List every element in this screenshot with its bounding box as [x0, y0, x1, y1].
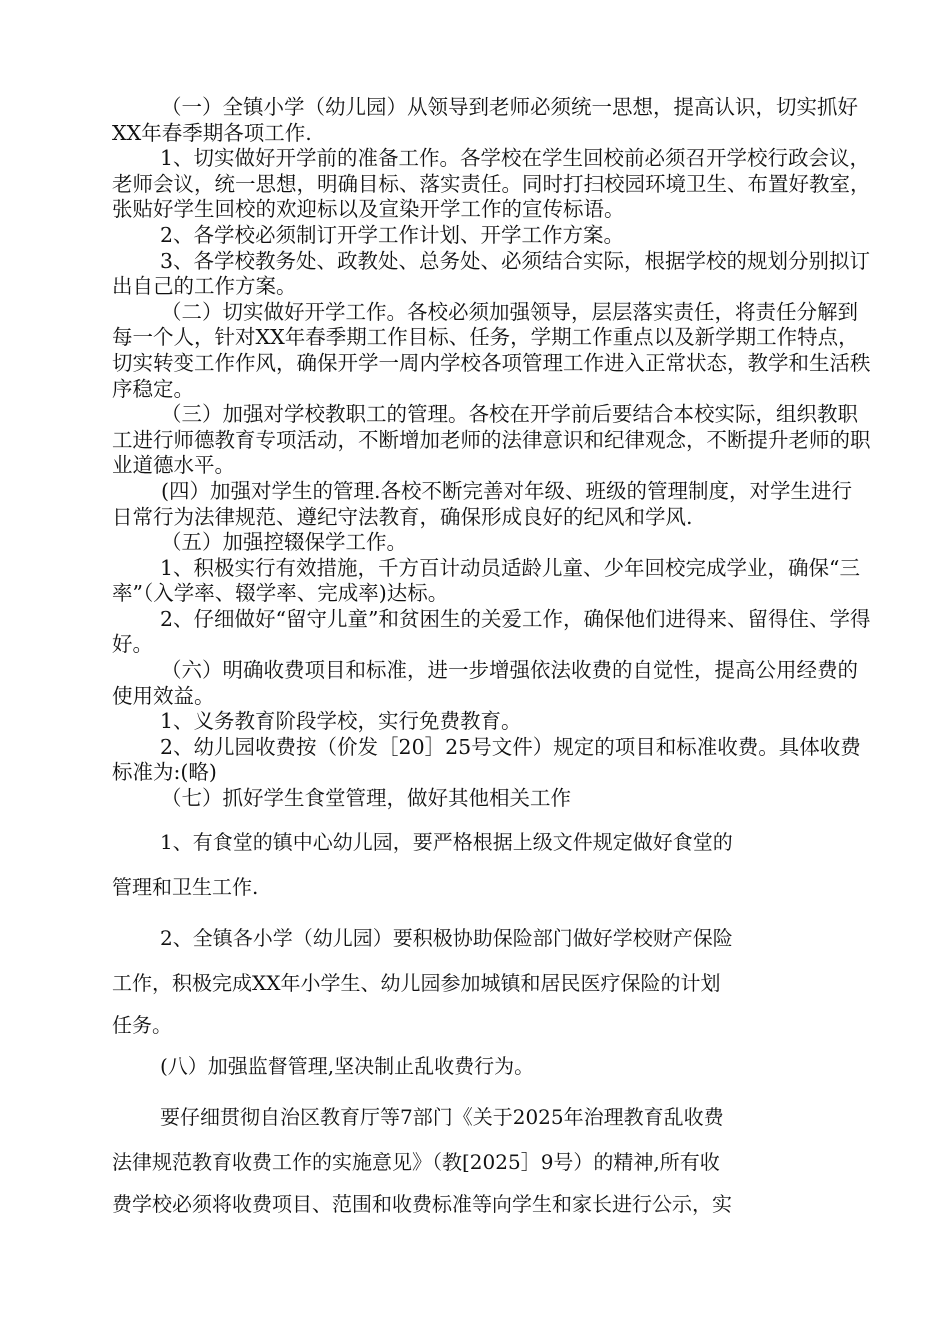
- paragraph: 2、全镇各小学（幼儿园）要积极协助保险部门做好学校财产保险: [160, 925, 733, 950]
- paragraph: (八）加强监督管理,坚决制止乱收费行为。: [160, 1053, 535, 1078]
- document-body: [112, 95, 872, 1223]
- paragraph: 3、各学校教务处、政教处、总务处、必须结合实际，根据学校的规划分别拟订出自己的工作方案。: [112, 248, 871, 299]
- paragraph: 2、仔细做好“留守儿童”和贫困生的关爱工作，确保他们进得来、留得住、学得好。: [112, 606, 871, 657]
- paragraph: （二）切实做好开学工作。各校必须加强领导，层层落实责任，将责任分解到每一个人，针对XX年春季期工作目标、任务，学期工作重点以及新学期工作特点，切实转变工作作风，确保开学一周内学校各项管理工作进入正常状态，教学和生活秩序稳定。: [112, 299, 871, 401]
- paragraph: （五）加强控辍保学工作。: [161, 530, 407, 555]
- paragraph: （七）抓好学生食堂管理，做好其他相关工作: [161, 786, 571, 811]
- paragraph: 要仔细贯彻自治区教育厅等7部门《关于2025年治理教育乱收费: [160, 1104, 724, 1129]
- paragraph: 1、义务教育阶段学校，实行免费教育。: [160, 709, 522, 734]
- paragraph: （六）明确收费项目和标准，进一步增强依法收费的自觉性，提高公用经费的使用效益。: [112, 658, 858, 708]
- paragraph: (四）加强对学生的管理.各校不断完善对年级、班级的管理制度，对学生进行日常行为法律规范、遵纪守法教育，确保形成良好的纪风和学风.: [112, 478, 853, 529]
- paragraph: 任务。: [112, 1012, 172, 1037]
- paragraph: 2、幼儿园收费按（价发［20］25号文件）规定的项目和标准收费。具体收费标准为:(略): [112, 734, 861, 785]
- paragraph: 费学校必须将收费项目、范围和收费标准等向学生和家长进行公示，实: [112, 1191, 732, 1216]
- paragraph: （一）全镇小学（幼儿园）从领导到老师必须统一思想，提高认识，切实抓好XX年春季期各项工作.: [112, 95, 858, 145]
- paragraph: 1、有食堂的镇中心幼儿园，要严格根据上级文件规定做好食堂的: [160, 829, 733, 854]
- paragraph: 工作，积极完成XX年小学生、幼儿园参加城镇和居民医疗保险的计划: [112, 970, 721, 995]
- paragraph: （三）加强对学校教职工的管理。各校在开学前后要结合本校实际，组织教职工进行师德教育专项活动，不断增加老师的法律意识和纪律观念，不断提升老师的职业道德水平。: [112, 402, 871, 478]
- paragraph: 1、积极实行有效措施，千方百计动员适龄儿童、少年回校完成学业，确保“三率”（入学率、辍学率、完成率)达标。: [112, 555, 861, 606]
- paragraph: 法律规范教育收费工作的实施意见》（教[2025］9号）的精神,所有收: [112, 1149, 720, 1174]
- paragraph: 1、切实做好开学前的准备工作。各学校在学生回校前必须召开学校行政会议，老师会议，统一思想，明确目标、落实责任。同时打扫校园环境卫生、布置好教室，张贴好学生回校的欢迎标以及宣染开学工作的宣传标语。: [112, 146, 871, 222]
- paragraph: 管理和卫生工作.: [112, 874, 259, 899]
- paragraph: 2、各学校必须制订开学工作计划、开学工作方案。: [160, 222, 625, 247]
